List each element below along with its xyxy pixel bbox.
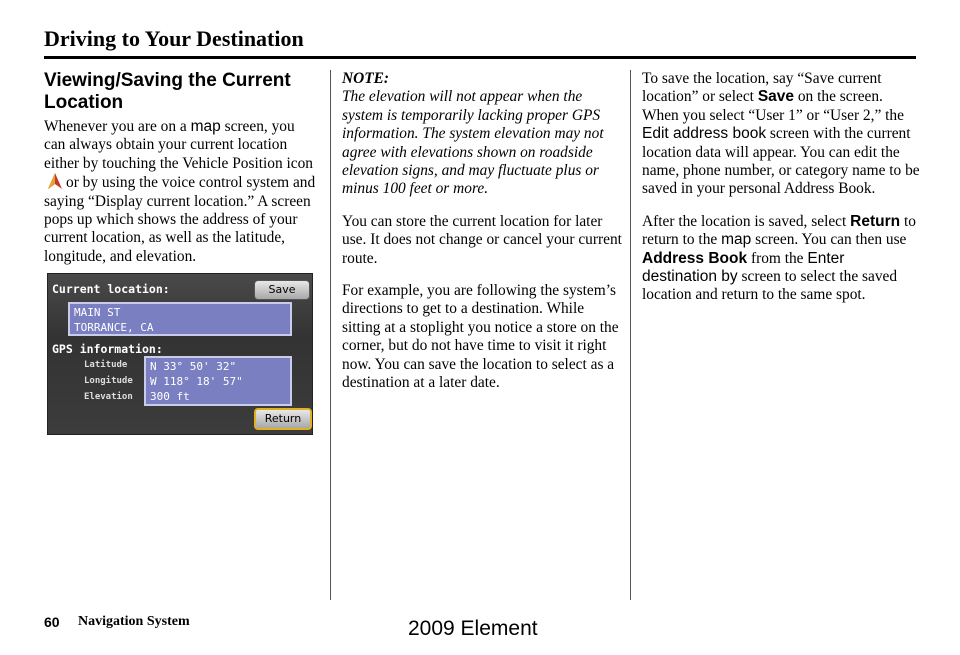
longitude-label: Longitude	[84, 376, 133, 386]
address-line-1: MAIN ST	[74, 306, 121, 319]
gps-box	[144, 356, 292, 406]
store-paragraph: You can store the current location for later use. It does not change or cancel your current route.	[342, 212, 622, 267]
vehicle-position-icon	[48, 173, 62, 189]
text: screen with the current location data will appear. You can edit the name, phone number, or category name to be saved in your personal Address Book.	[642, 125, 920, 198]
text: on the screen. When you select “User 1” or “User 2,” the	[642, 88, 904, 124]
save-term: Save	[757, 88, 795, 106]
watermark: 2009 Element	[408, 617, 538, 640]
section-heading: Viewing/Saving the Current Location	[44, 70, 291, 113]
text: or by using the voice control system and saying “Display current location.” A screen pops up which shows the address of your current location, as well as the latitude, longitude, and elevation.	[44, 174, 316, 265]
gps-info-label: GPS information:	[52, 342, 163, 356]
longitude-value: W 118° 18' 57"	[150, 375, 243, 388]
intro-paragraph	[44, 118, 316, 266]
text: screen to select the saved location and return to the same spot.	[642, 268, 898, 304]
column-3	[642, 70, 922, 305]
example-paragraph: For example, you are following the system’s directions to get to a destination. While sitting at a stoplight you notice a store on the corner, but do not have time to visit it right now. You can save the location to select as a destination at a later date.	[342, 282, 619, 392]
save-paragraph	[642, 70, 922, 199]
text: to return to the	[642, 212, 916, 249]
column-2	[342, 70, 622, 393]
text: from the	[747, 249, 808, 267]
header-rule	[44, 56, 916, 59]
return-term: Return	[850, 212, 901, 230]
column-divider	[330, 70, 331, 600]
elevation-label: Elevation	[84, 392, 133, 402]
text: To save the location, say “Save current location” or select	[642, 70, 882, 106]
page-number: 60	[44, 614, 60, 630]
text: Whenever you are on a	[44, 118, 191, 135]
map-term: map	[190, 118, 221, 135]
note-body: The elevation will not appear when the system is temporarily lacking proper GPS information. The system elevation may not agree with elevations shown on roadside elevation signs, and may fluctuate plus or minus 100 feet or more.	[342, 88, 604, 198]
page-header: Driving to Your Destination	[44, 26, 304, 51]
edit-address-book-term: Edit address book	[642, 125, 767, 143]
note-title: NOTE:	[342, 70, 390, 87]
latitude-value: N 33° 50' 32"	[150, 360, 237, 373]
footer-label: Navigation System	[78, 614, 190, 629]
address-line-2: TORRANCE, CA	[74, 321, 154, 334]
elevation-value: 300 ft	[150, 390, 190, 403]
column-divider	[630, 70, 631, 600]
text: screen, you can always obtain your current location either by touching the Vehicle Position icon	[44, 118, 314, 172]
return-button[interactable]: Return	[254, 408, 312, 430]
text: screen. You can then use	[751, 231, 907, 249]
current-location-screen	[47, 273, 313, 435]
column-1	[44, 70, 316, 266]
current-location-label: Current location:	[52, 282, 170, 296]
address-book-term: Address Book	[642, 249, 748, 267]
text: After the location is saved, select	[642, 212, 851, 230]
latitude-label: Latitude	[84, 360, 128, 370]
after-save-paragraph	[642, 213, 922, 305]
save-button[interactable]: Save	[254, 280, 310, 300]
enter-destination-term: Enter destination by	[642, 249, 845, 286]
map-term: map	[721, 231, 752, 249]
address-box	[68, 302, 292, 336]
